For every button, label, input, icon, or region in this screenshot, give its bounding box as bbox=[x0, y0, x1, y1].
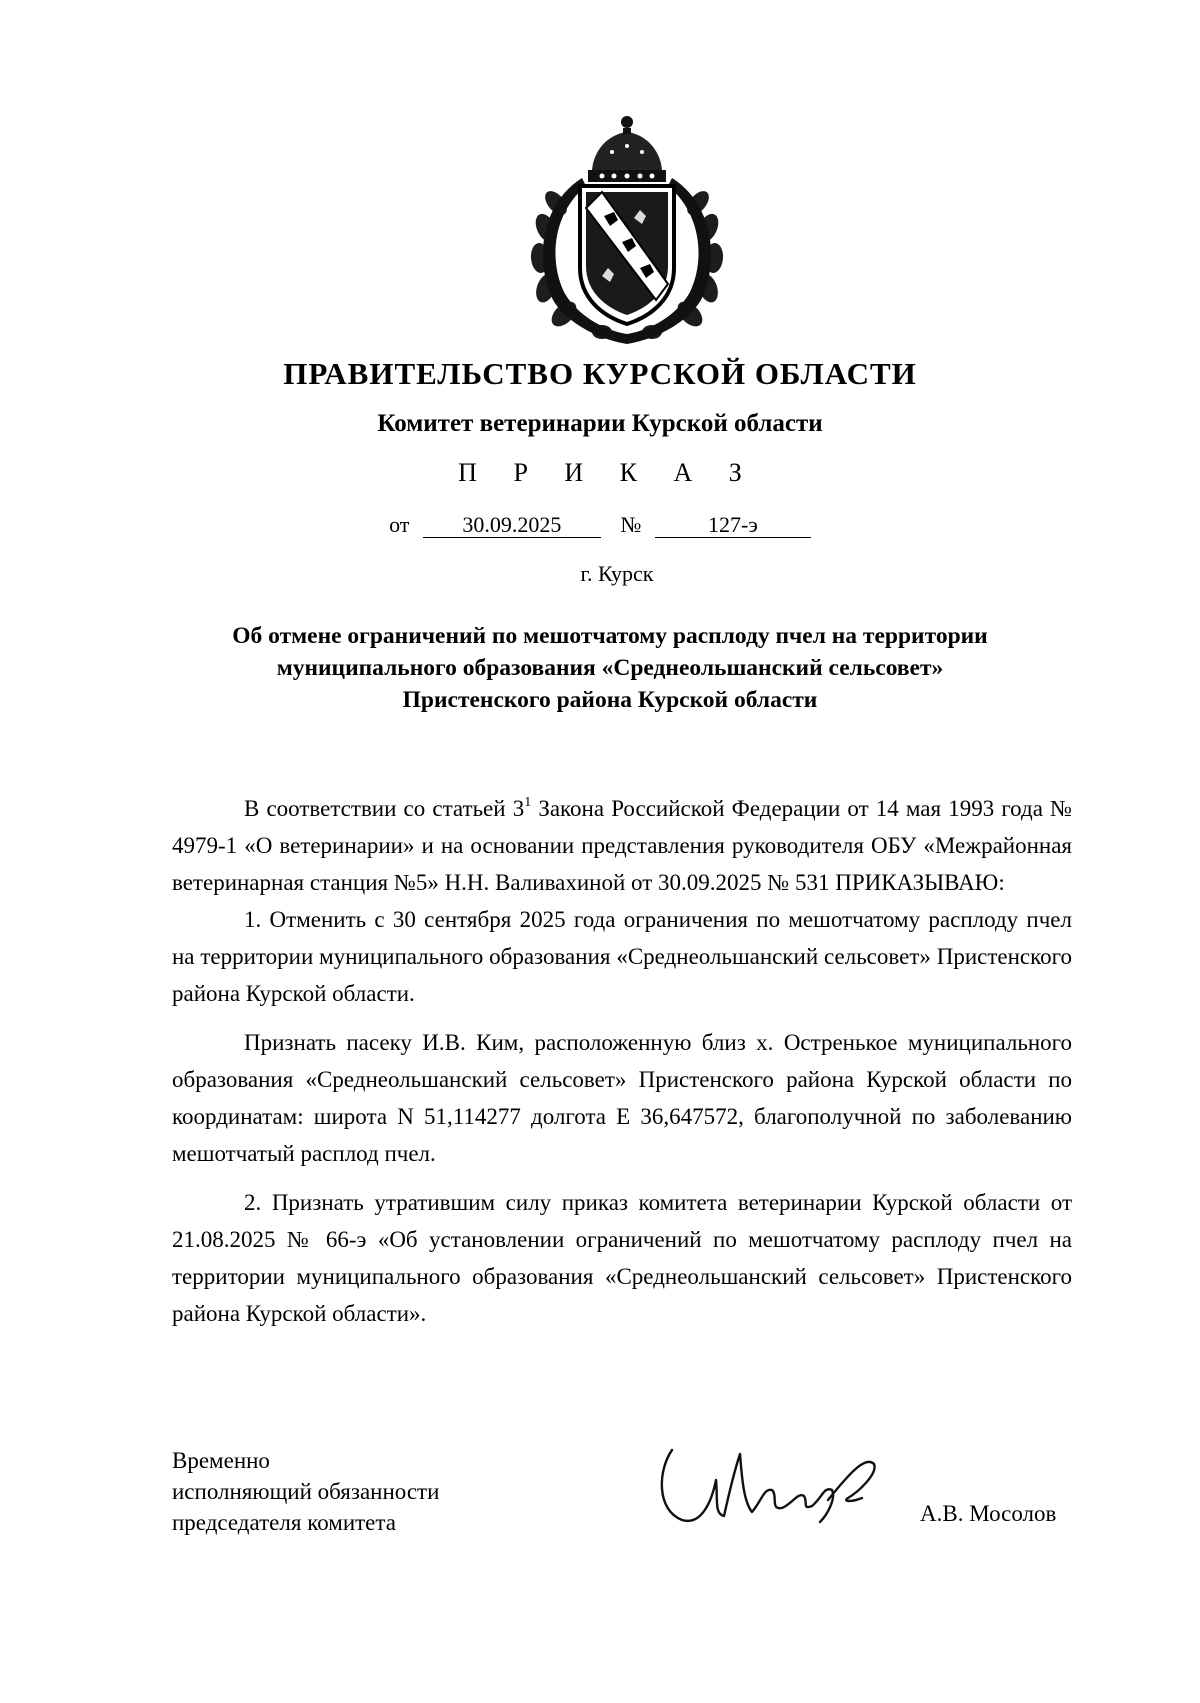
coat-of-arms-emblem bbox=[522, 108, 732, 348]
subject-line: муниципального образования «Среднеольшанский сельсовет» bbox=[276, 655, 944, 681]
subject-line: Об отмене ограничений по мешотчатому расплоду пчел на территории bbox=[232, 623, 988, 649]
paragraph-apiary: Признать пасеку И.В. Ким, расположенную близ х. Остренькое муниципального образования «Среднеольшанский сельсовет» Пристенского района Курской области по координатам: широта N 51,114277 долгота E 36,647572, благополучной по заболеванию мешотчатый расплод пчел. bbox=[172, 1030, 1072, 1166]
order-date: 30.09.2025 bbox=[423, 513, 601, 538]
article-superscript: 1 bbox=[524, 795, 532, 810]
paragraph-preamble bbox=[172, 790, 1072, 901]
subject-line: Пристенского района Курской области bbox=[402, 687, 818, 713]
order-body bbox=[172, 790, 1072, 1332]
signer-position-line: Временно bbox=[172, 1448, 270, 1473]
paragraph-item-1: 1. Отменить с 30 сентября 2025 года ограничения по мешотчатому расплоду пчел на территории муниципального образования «Среднеольшанский сельсовет» Пристенского района Курской области. bbox=[172, 907, 1072, 1006]
handwritten-signature bbox=[652, 1440, 912, 1530]
date-number-line bbox=[0, 512, 1200, 538]
paragraph-item-2: 2. Признать утратившим силу приказ комитета ветеринарии Курской области от 21.08.2025 № 66-э «Об установлении ограничений по мешотчатому расплоду пчел на территории муниципального образования «Среднеольшанский сельсовет» Пристенского района Курской области». bbox=[172, 1190, 1072, 1326]
committee-name: Комитет ветеринарии Курской области bbox=[377, 410, 823, 437]
date-prefix: от bbox=[389, 512, 410, 537]
document-type: П Р И К А З bbox=[458, 458, 757, 487]
preamble-text-start: В соответствии со статьей 3 bbox=[244, 796, 525, 821]
government-title: ПРАВИТЕЛЬСТВО КУРСКОЙ ОБЛАСТИ bbox=[283, 356, 917, 391]
order-subject bbox=[150, 620, 1070, 716]
order-number: 127-э bbox=[655, 513, 811, 538]
preamble-text-end: Закона Российской Федерации от 14 мая 1993 года № 4979-1 «О ветеринарии» и на основании представления руководителя ОБУ «Межрайонная ветеринарная станция №5» Н.Н. Валивахиной от 30.09.2025 № 531 ПРИКАЗЫВАЮ: bbox=[172, 796, 1072, 895]
signer-position-line: исполняющий обязанности bbox=[172, 1479, 440, 1504]
signer-name: А.В. Мосолов bbox=[920, 1501, 1057, 1526]
number-sign: № bbox=[620, 512, 642, 537]
signer-position bbox=[172, 1445, 439, 1538]
signer-position-line: председателя комитета bbox=[172, 1510, 396, 1535]
city: г. Курск bbox=[580, 561, 654, 586]
